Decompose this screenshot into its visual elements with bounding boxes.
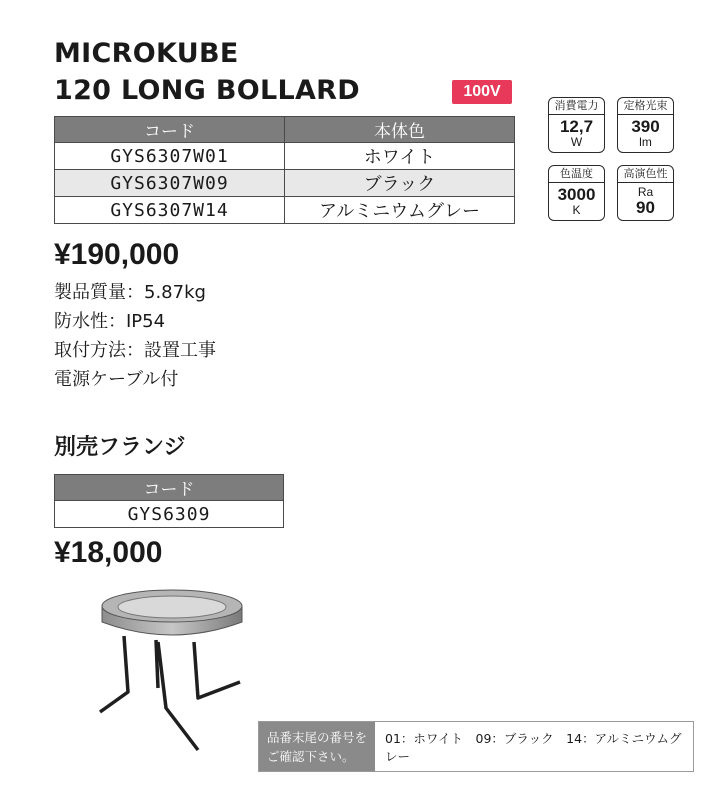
color-temp-label: 色温度 (549, 166, 604, 183)
voltage-badge: 100V (452, 80, 512, 104)
note-body: 01：ホワイト 09：ブラック 14：アルミニウムグレー (385, 730, 682, 764)
power-label: 消費電力 (549, 98, 604, 115)
table-row (55, 501, 284, 528)
cell-color: ブラック (285, 170, 515, 197)
product-code-table (54, 116, 515, 224)
table-row (55, 143, 515, 170)
cri-label: 高演色性 (618, 166, 673, 183)
lumen-unit: lm (639, 135, 652, 149)
product-price: ¥190,000 (54, 238, 180, 271)
lumen-value: 390 (631, 117, 660, 136)
header-code: コード (55, 475, 284, 501)
color-temp-unit: K (572, 203, 581, 217)
table-row (55, 170, 515, 197)
spec-cable: 電源ケーブル付 (54, 369, 179, 390)
accessory-code-table (54, 474, 284, 528)
spec-weight: 製品質量：5.87kg (54, 282, 206, 303)
table-header-row (55, 117, 515, 143)
cri-spec-box (617, 165, 674, 221)
power-spec-box (548, 97, 605, 153)
lumen-label: 定格光束 (618, 98, 673, 115)
header-color: 本体色 (285, 117, 515, 143)
header-code: コード (55, 117, 285, 143)
lumen-spec-box (617, 97, 674, 153)
cell-code: GYS6307W09 (55, 170, 285, 197)
cell-code: GYS6309 (55, 501, 284, 528)
color-temp-value: 3000 (557, 185, 596, 204)
suffix-note (258, 721, 694, 772)
color-temp-spec-box (548, 165, 605, 221)
cri-value: 90 (636, 198, 655, 217)
note-header: 品番末尾の番号をご確認下さい。 (259, 722, 375, 771)
cell-color: ホワイト (285, 143, 515, 170)
product-title-line1: MICROKUBE (54, 38, 239, 69)
accessory-title: 別売フランジ (54, 435, 186, 460)
cell-color: アルミニウムグレー (285, 197, 515, 224)
product-title-line2: 120 LONG BOLLARD (54, 75, 360, 106)
cell-code: GYS6307W01 (55, 143, 285, 170)
power-unit: W (570, 135, 583, 149)
cell-code: GYS6307W14 (55, 197, 285, 224)
accessory-price: ¥18,000 (54, 536, 163, 569)
spec-installation: 取付方法：設置工事 (54, 340, 216, 361)
table-row (55, 197, 515, 224)
table-header-row (55, 475, 284, 501)
cri-prefix: Ra (637, 185, 654, 199)
spec-waterproof: 防水性：IP54 (54, 311, 166, 332)
power-value: 12,7 (559, 117, 594, 136)
flange-image (94, 584, 254, 764)
